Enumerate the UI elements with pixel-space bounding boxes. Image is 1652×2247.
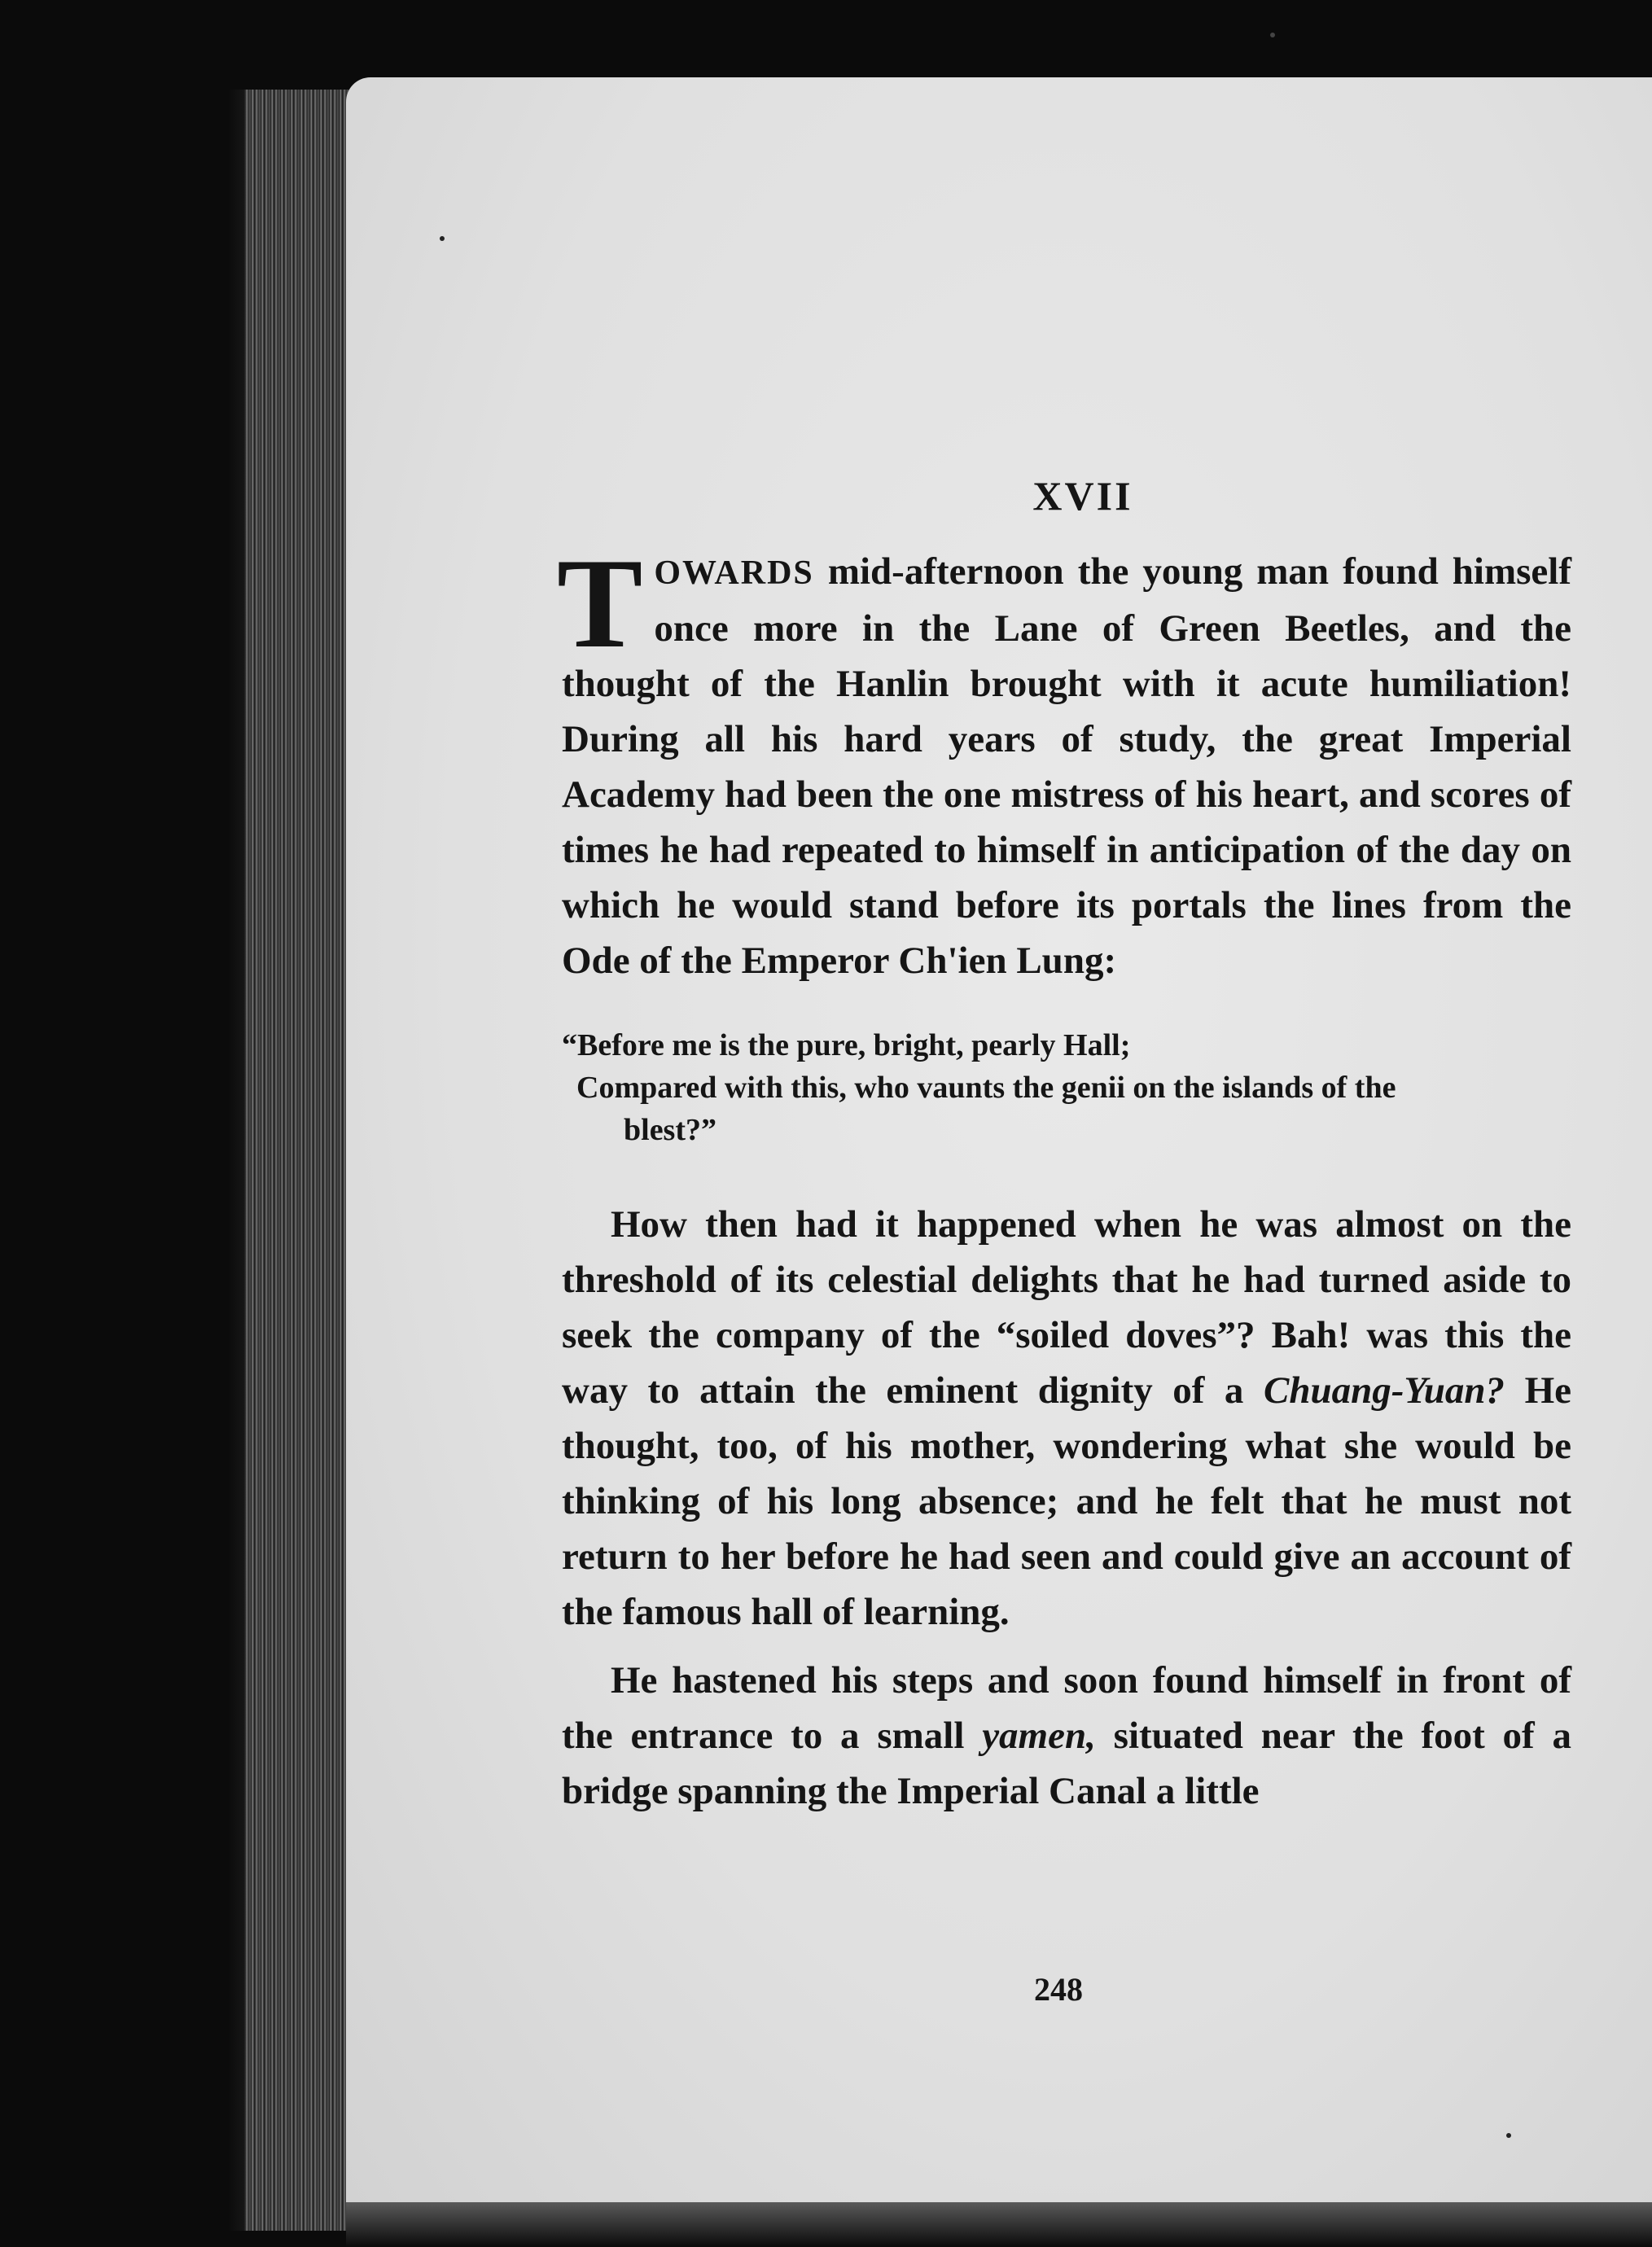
paper-speck xyxy=(440,236,445,241)
italic-term-chuang-yuan: Chuang-Yuan? xyxy=(1263,1369,1505,1412)
page-number: 248 xyxy=(1034,1971,1083,2008)
paragraph-3 xyxy=(562,1653,1571,1819)
page-text xyxy=(557,472,1572,1819)
chapter-heading: XVII xyxy=(1032,473,1133,519)
verse-line-2: Compared with this, who vaunts the genii on the islands of the xyxy=(576,1071,1396,1105)
verse-line-1: “Before me is the pure, bright, pearly Hall; xyxy=(562,1028,1131,1062)
verse-line-3: blest?” xyxy=(624,1113,716,1147)
paper-speck xyxy=(1506,2133,1511,2138)
page-bottom-shadow xyxy=(346,2202,1652,2247)
lead-in-smallcaps: OWARDS xyxy=(654,554,814,592)
drop-cap: T xyxy=(557,532,643,675)
paragraph-3-text-b: situated near the foot of a bridge spanning the Imperial Canal a little xyxy=(562,1715,1571,1812)
italic-term-yamen: yamen, xyxy=(982,1715,1096,1757)
paragraph-1-text: mid-afternoon the young man found himself once more in the Lane of Green Beetles, and the thought of the Hanlin brought with it acute humiliation! During all his hard years of study, the great Imperial Academy had been the one mistress of his heart, and scores of times he had repeated to himself in anticipation of the day on which he would stand before its portals the lines from the Ode of the Emperor Ch'ien Lung: xyxy=(562,550,1571,982)
paragraph-2 xyxy=(562,1197,1571,1640)
verse-quotation xyxy=(562,1024,1571,1151)
paragraph-1 xyxy=(557,532,1571,988)
paragraph-2-text-a: How then had it happened when he was almost on the threshold of its celestial delights that he had turned aside to seek the company of the “soiled doves”? Bah! was this the way to attain the eminent dignity of a xyxy=(562,1203,1571,1412)
paragraph-2-text-b: He thought, too, of his mother, wondering what she would be thinking of his long absence; and he felt that he must not return to her before he had seen and could give an account of the famous hall of learning. xyxy=(562,1369,1572,1633)
page-block-edge xyxy=(244,90,350,2231)
paper-speck xyxy=(1270,33,1275,37)
paragraph-3-text-a: He hastened his steps and soon found himself in front of the entrance to a small xyxy=(562,1659,1571,1757)
